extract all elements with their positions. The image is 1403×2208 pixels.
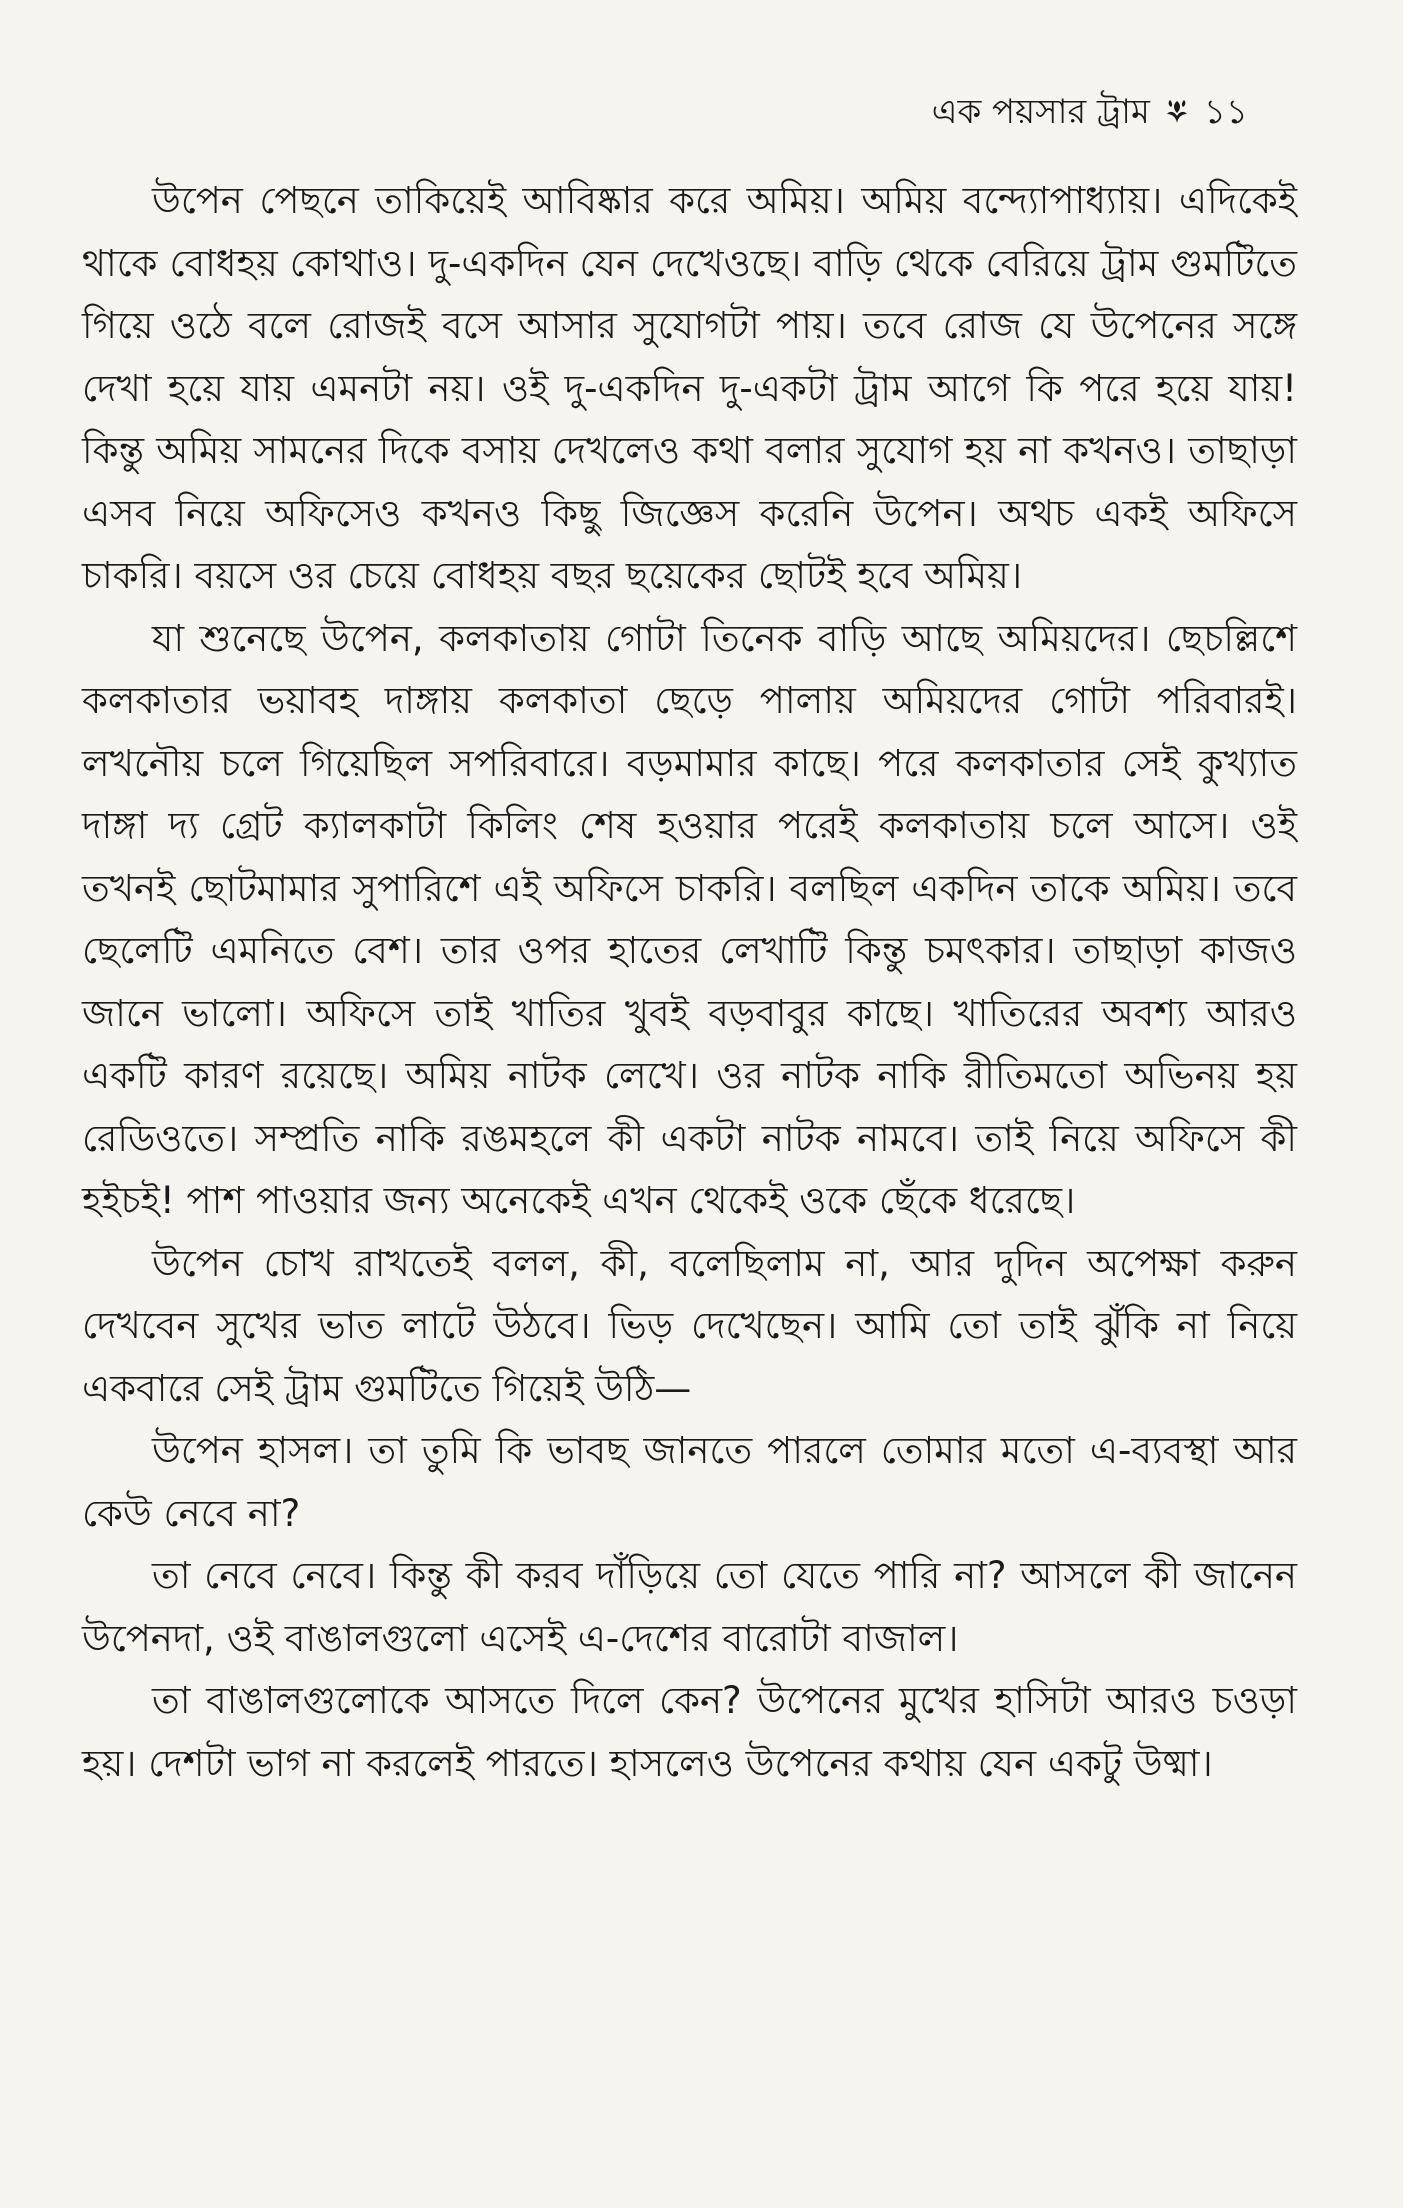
body-text [82,170,1297,1795]
paragraph: উপেন চোখ রাখতেই বলল, কী, বলেছিলাম না, আর দুদিন অপেক্ষা করুন দেখবেন সুখের ভাত লাটে উঠবে। ভিড় দেখেছেন। আমি তো তাই ঝুঁকি না নিয়ে একবারে সেই ট্রাম গুমটিতে গিয়েই উঠি— [82,1241,1297,1410]
running-title: এক পয়সার ট্রাম [931,92,1150,132]
paragraph: উপেন হাসল। তা তুমি কি ভাবছ জানতে পারলে তোমার মতো এ-ব্যবস্থা আর কেউ নেবে না? [82,1429,1297,1535]
running-header [932,92,1248,132]
flower-ornament-icon [1162,97,1192,127]
paragraph: যা শুনেছে উপেন, কলকাতায় গোটা তিনেক বাড়ি আছে অমিয়দের। ছেচল্লিশে কলকাতার ভয়াবহ দাঙ্গায় কলকাতা ছেড়ে পালায় অমিয়দের গোটা পরিবারই। লখনৌয় চলে গিয়েছিল সপরিবারে। বড়মামার কাছে। পরে কলকাতার সেই কুখ্যাত দাঙ্গা দ্য গ্রেট ক্যালকাটা কিলিং শেষ হওয়ার পরেই কলকাতায় চলে আসে। ওই তখনই ছোটমামার সুপারিশে এই অফিসে চাকরি। বলছিল একদিন তাকে অমিয়। তবে ছেলেটি এমনিতে বেশ। তার ওপর হাতের লেখাটি কিন্তু চমৎকার। তাছাড়া কাজও জানে ভালো। অফিসে তাই খাতির খুবই বড়বাবুর কাছে। খাতিরের অবশ্য আরও একটি কারণ রয়েছে। অমিয় নাটক লেখে। ওর নাটক নাকি রীতিমতো অভিনয় হয় রেডিওতে। সম্প্রতি নাকি রঙমহলে কী একটা নাটক নামবে। তাই নিয়ে অফিসে কী হইচই! পাশ পাওয়ার জন্য অনেকেই এখন থেকেই ওকে ছেঁকে ধরেছে। [82,616,1297,1222]
paragraph: উপেন পেছনে তাকিয়েই আবিষ্কার করে অমিয়। অমিয় বন্দ্যোপাধ্যায়। এদিকেই থাকে বোধহয় কোথাও। দু-একদিন যেন দেখেওছে। বাড়ি থেকে বেরিয়ে ট্রাম গুমটিতে গিয়ে ওঠে বলে রোজই বসে আসার সুযোগটা পায়। তবে রোজ যে উপেনের সঙ্গে দেখা হয়ে যায় এমনটা নয়। ওই দু-একদিন দু-একটা ট্রাম আগে কি পরে হয়ে যায়! কিন্তু অমিয় সামনের দিকে বসায় দেখলেও কথা বলার সুযোগ হয় না কখনও। তাছাড়া এসব নিয়ে অফিসেও কখনও কিছু জিজ্ঞেস করেনি উপেন। অথচ একই অফিসে চাকরি। বয়সে ওর চেয়ে বোধহয় বছর ছয়েকের ছোটই হবে অমিয়। [82,179,1297,597]
paragraph: তা বাঙালগুলোকে আসতে দিলে কেন? উপেনের মুখের হাসিটা আরও চওড়া হয়। দেশটা ভাগ না করলেই পারতে। হাসলেও উপেনের কথায় যেন একটু উষ্মা। [82,1679,1297,1785]
paragraph: তা নেবে নেবে। কিন্তু কী করব দাঁড়িয়ে তো যেতে পারি না? আসলে কী জানেন উপেনদা, ওই বাঙালগুলো এসেই এ-দেশের বারোটা বাজাল। [82,1554,1297,1660]
page-number: ১১ [1203,92,1248,132]
